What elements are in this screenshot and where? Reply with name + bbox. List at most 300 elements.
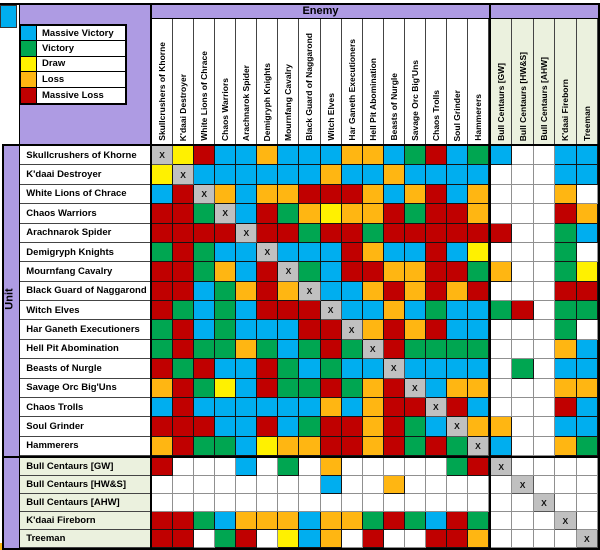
result-cell[interactable] — [426, 282, 447, 301]
result-cell[interactable] — [215, 146, 236, 165]
result-cell[interactable] — [257, 262, 278, 281]
result-cell[interactable] — [173, 146, 194, 165]
result-cell[interactable] — [534, 512, 555, 530]
result-cell[interactable] — [152, 458, 173, 476]
result-cell[interactable] — [236, 476, 257, 494]
result-cell[interactable] — [426, 204, 447, 223]
result-cell[interactable] — [405, 417, 426, 436]
result-cell[interactable] — [342, 512, 363, 530]
diagonal-cell[interactable]: X — [405, 379, 426, 398]
result-cell[interactable] — [321, 146, 342, 165]
result-cell[interactable] — [194, 417, 215, 436]
result-cell[interactable] — [491, 437, 512, 456]
result-cell[interactable] — [278, 282, 299, 301]
diagonal-cell[interactable]: X — [215, 204, 236, 223]
result-cell[interactable] — [405, 530, 426, 548]
result-cell[interactable] — [491, 224, 512, 243]
result-cell[interactable] — [534, 165, 555, 184]
result-cell[interactable] — [534, 437, 555, 456]
column-header[interactable] — [577, 19, 598, 144]
result-cell[interactable] — [215, 437, 236, 456]
result-cell[interactable] — [384, 512, 405, 530]
column-header[interactable] — [534, 19, 555, 144]
result-cell[interactable] — [257, 494, 278, 512]
column-header[interactable] — [447, 19, 468, 144]
result-cell[interactable] — [215, 262, 236, 281]
result-cell[interactable] — [534, 224, 555, 243]
result-cell[interactable] — [363, 262, 384, 281]
result-cell[interactable] — [405, 437, 426, 456]
result-cell[interactable] — [405, 301, 426, 320]
result-cell[interactable] — [534, 530, 555, 548]
result-cell[interactable] — [321, 224, 342, 243]
result-cell[interactable] — [491, 398, 512, 417]
result-cell[interactable] — [555, 204, 576, 223]
result-cell[interactable] — [577, 165, 598, 184]
result-cell[interactable] — [173, 458, 194, 476]
result-cell[interactable] — [173, 262, 194, 281]
column-header[interactable] — [257, 19, 278, 144]
result-cell[interactable] — [468, 340, 489, 359]
result-cell[interactable] — [152, 530, 173, 548]
result-cell[interactable] — [152, 340, 173, 359]
result-cell[interactable] — [173, 379, 194, 398]
result-cell[interactable] — [512, 437, 533, 456]
result-cell[interactable] — [468, 262, 489, 281]
row-label[interactable]: Hammerers — [20, 437, 150, 456]
result-cell[interactable] — [447, 359, 468, 378]
result-cell[interactable] — [555, 282, 576, 301]
diagonal-cell[interactable]: X — [555, 512, 576, 530]
result-cell[interactable] — [512, 359, 533, 378]
diagonal-cell[interactable]: X — [152, 146, 173, 165]
result-cell[interactable] — [299, 185, 320, 204]
result-cell[interactable] — [152, 224, 173, 243]
result-cell[interactable] — [447, 243, 468, 262]
row-label[interactable]: K'daai Destroyer — [20, 165, 150, 184]
result-cell[interactable] — [236, 340, 257, 359]
result-cell[interactable] — [577, 458, 598, 476]
result-cell[interactable] — [363, 359, 384, 378]
diagonal-cell[interactable]: X — [384, 359, 405, 378]
result-cell[interactable] — [426, 359, 447, 378]
result-cell[interactable] — [426, 458, 447, 476]
result-cell[interactable] — [215, 476, 236, 494]
row-label[interactable]: Bull Centaurs [AHW] — [20, 494, 150, 512]
result-cell[interactable] — [236, 494, 257, 512]
result-cell[interactable] — [321, 262, 342, 281]
result-cell[interactable] — [236, 417, 257, 436]
result-cell[interactable] — [215, 530, 236, 548]
diagonal-cell[interactable]: X — [577, 530, 598, 548]
result-cell[interactable] — [299, 476, 320, 494]
result-cell[interactable] — [152, 437, 173, 456]
result-cell[interactable] — [278, 185, 299, 204]
result-cell[interactable] — [299, 417, 320, 436]
result-cell[interactable] — [468, 301, 489, 320]
result-cell[interactable] — [426, 417, 447, 436]
result-cell[interactable] — [512, 165, 533, 184]
result-cell[interactable] — [299, 224, 320, 243]
result-cell[interactable] — [447, 320, 468, 339]
result-cell[interactable] — [555, 146, 576, 165]
diagonal-cell[interactable]: X — [491, 458, 512, 476]
result-cell[interactable] — [257, 165, 278, 184]
result-cell[interactable] — [299, 512, 320, 530]
result-cell[interactable] — [278, 224, 299, 243]
result-cell[interactable] — [321, 530, 342, 548]
result-cell[interactable] — [321, 359, 342, 378]
result-cell[interactable] — [278, 512, 299, 530]
result-cell[interactable] — [512, 458, 533, 476]
result-cell[interactable] — [534, 262, 555, 281]
result-cell[interactable] — [491, 262, 512, 281]
result-cell[interactable] — [512, 530, 533, 548]
result-cell[interactable] — [555, 185, 576, 204]
result-cell[interactable] — [577, 204, 598, 223]
result-cell[interactable] — [299, 340, 320, 359]
result-cell[interactable] — [405, 320, 426, 339]
result-cell[interactable] — [491, 301, 512, 320]
result-cell[interactable] — [152, 494, 173, 512]
result-cell[interactable] — [363, 282, 384, 301]
result-cell[interactable] — [173, 530, 194, 548]
result-cell[interactable] — [194, 530, 215, 548]
result-cell[interactable] — [173, 494, 194, 512]
result-cell[interactable] — [577, 340, 598, 359]
result-cell[interactable] — [152, 476, 173, 494]
result-cell[interactable] — [447, 185, 468, 204]
result-cell[interactable] — [405, 282, 426, 301]
result-cell[interactable] — [342, 224, 363, 243]
result-cell[interactable] — [512, 379, 533, 398]
result-cell[interactable] — [491, 340, 512, 359]
result-cell[interactable] — [299, 262, 320, 281]
column-header[interactable] — [555, 19, 576, 144]
result-cell[interactable] — [278, 146, 299, 165]
result-cell[interactable] — [447, 530, 468, 548]
result-cell[interactable] — [257, 512, 278, 530]
result-cell[interactable] — [491, 204, 512, 223]
result-cell[interactable] — [468, 282, 489, 301]
row-label[interactable]: Har Ganeth Executioners — [20, 320, 150, 339]
result-cell[interactable] — [342, 146, 363, 165]
result-cell[interactable] — [278, 204, 299, 223]
result-cell[interactable] — [173, 185, 194, 204]
result-cell[interactable] — [491, 165, 512, 184]
result-cell[interactable] — [194, 340, 215, 359]
result-cell[interactable] — [426, 243, 447, 262]
result-cell[interactable] — [363, 165, 384, 184]
result-cell[interactable] — [447, 476, 468, 494]
result-cell[interactable] — [152, 243, 173, 262]
result-cell[interactable] — [491, 185, 512, 204]
result-cell[interactable] — [426, 301, 447, 320]
result-cell[interactable] — [194, 494, 215, 512]
result-cell[interactable] — [447, 301, 468, 320]
result-cell[interactable] — [384, 458, 405, 476]
result-cell[interactable] — [534, 243, 555, 262]
result-cell[interactable] — [534, 417, 555, 436]
result-cell[interactable] — [342, 417, 363, 436]
result-cell[interactable] — [278, 301, 299, 320]
result-cell[interactable] — [447, 282, 468, 301]
result-cell[interactable] — [555, 320, 576, 339]
result-cell[interactable] — [405, 398, 426, 417]
result-cell[interactable] — [194, 512, 215, 530]
result-cell[interactable] — [426, 379, 447, 398]
result-cell[interactable] — [468, 243, 489, 262]
result-cell[interactable] — [299, 437, 320, 456]
result-cell[interactable] — [278, 340, 299, 359]
result-cell[interactable] — [363, 437, 384, 456]
result-cell[interactable] — [534, 146, 555, 165]
result-cell[interactable] — [512, 398, 533, 417]
result-cell[interactable] — [278, 458, 299, 476]
result-cell[interactable] — [194, 320, 215, 339]
result-cell[interactable] — [363, 458, 384, 476]
result-cell[interactable] — [468, 530, 489, 548]
row-label[interactable]: Arachnarok Spider — [20, 224, 150, 243]
result-cell[interactable] — [384, 379, 405, 398]
result-cell[interactable] — [426, 494, 447, 512]
row-label[interactable]: Black Guard of Naggarond — [20, 282, 150, 301]
result-cell[interactable] — [534, 320, 555, 339]
result-cell[interactable] — [321, 379, 342, 398]
result-cell[interactable] — [534, 398, 555, 417]
diagonal-cell[interactable]: X — [426, 398, 447, 417]
result-cell[interactable] — [278, 530, 299, 548]
result-cell[interactable] — [468, 320, 489, 339]
result-cell[interactable] — [405, 458, 426, 476]
column-header[interactable] — [173, 19, 194, 144]
result-cell[interactable] — [321, 185, 342, 204]
result-cell[interactable] — [447, 262, 468, 281]
result-cell[interactable] — [555, 262, 576, 281]
result-cell[interactable] — [512, 224, 533, 243]
result-cell[interactable] — [278, 165, 299, 184]
result-cell[interactable] — [152, 165, 173, 184]
row-label[interactable]: White Lions of Chrace — [20, 185, 150, 204]
result-cell[interactable] — [577, 476, 598, 494]
result-cell[interactable] — [405, 146, 426, 165]
result-cell[interactable] — [405, 185, 426, 204]
result-cell[interactable] — [447, 165, 468, 184]
result-cell[interactable] — [363, 379, 384, 398]
result-cell[interactable] — [577, 512, 598, 530]
result-cell[interactable] — [426, 146, 447, 165]
row-label[interactable]: Soul Grinder — [20, 417, 150, 436]
result-cell[interactable] — [447, 204, 468, 223]
result-cell[interactable] — [215, 458, 236, 476]
result-cell[interactable] — [555, 379, 576, 398]
result-cell[interactable] — [363, 494, 384, 512]
result-cell[interactable] — [321, 398, 342, 417]
result-cell[interactable] — [555, 437, 576, 456]
result-cell[interactable] — [321, 243, 342, 262]
result-cell[interactable] — [152, 282, 173, 301]
result-cell[interactable] — [299, 398, 320, 417]
result-cell[interactable] — [405, 340, 426, 359]
result-cell[interactable] — [426, 320, 447, 339]
result-cell[interactable] — [321, 512, 342, 530]
result-cell[interactable] — [194, 204, 215, 223]
result-cell[interactable] — [426, 165, 447, 184]
result-cell[interactable] — [215, 320, 236, 339]
result-cell[interactable] — [555, 340, 576, 359]
result-cell[interactable] — [278, 494, 299, 512]
result-cell[interactable] — [299, 458, 320, 476]
row-label[interactable]: Witch Elves — [20, 301, 150, 320]
result-cell[interactable] — [278, 417, 299, 436]
result-cell[interactable] — [342, 437, 363, 456]
diagonal-cell[interactable]: X — [236, 224, 257, 243]
result-cell[interactable] — [194, 359, 215, 378]
result-cell[interactable] — [215, 185, 236, 204]
result-cell[interactable] — [577, 379, 598, 398]
result-cell[interactable] — [215, 417, 236, 436]
result-cell[interactable] — [512, 262, 533, 281]
result-cell[interactable] — [447, 398, 468, 417]
diagonal-cell[interactable]: X — [468, 437, 489, 456]
result-cell[interactable] — [512, 340, 533, 359]
result-cell[interactable] — [363, 146, 384, 165]
result-cell[interactable] — [491, 282, 512, 301]
result-cell[interactable] — [577, 320, 598, 339]
result-cell[interactable] — [236, 359, 257, 378]
result-cell[interactable] — [363, 224, 384, 243]
result-cell[interactable] — [299, 320, 320, 339]
result-cell[interactable] — [173, 243, 194, 262]
result-cell[interactable] — [342, 530, 363, 548]
diagonal-cell[interactable]: X — [194, 185, 215, 204]
result-cell[interactable] — [215, 243, 236, 262]
result-cell[interactable] — [534, 185, 555, 204]
result-cell[interactable] — [426, 476, 447, 494]
result-cell[interactable] — [405, 262, 426, 281]
diagonal-cell[interactable]: X — [278, 262, 299, 281]
result-cell[interactable] — [555, 476, 576, 494]
result-cell[interactable] — [534, 359, 555, 378]
result-cell[interactable] — [152, 204, 173, 223]
result-cell[interactable] — [512, 320, 533, 339]
result-cell[interactable] — [384, 243, 405, 262]
result-cell[interactable] — [342, 494, 363, 512]
result-cell[interactable] — [384, 185, 405, 204]
result-cell[interactable] — [534, 301, 555, 320]
result-cell[interactable] — [447, 458, 468, 476]
result-cell[interactable] — [257, 437, 278, 456]
column-header[interactable] — [342, 19, 363, 144]
result-cell[interactable] — [555, 301, 576, 320]
result-cell[interactable] — [152, 398, 173, 417]
result-cell[interactable] — [555, 417, 576, 436]
diagonal-cell[interactable]: X — [534, 494, 555, 512]
result-cell[interactable] — [468, 224, 489, 243]
result-cell[interactable] — [468, 417, 489, 436]
result-cell[interactable] — [512, 185, 533, 204]
result-cell[interactable] — [236, 379, 257, 398]
column-header[interactable] — [468, 19, 489, 144]
row-label[interactable]: Skullcrushers of Khorne — [20, 146, 150, 165]
result-cell[interactable] — [468, 398, 489, 417]
diagonal-cell[interactable]: X — [321, 301, 342, 320]
result-cell[interactable] — [321, 476, 342, 494]
result-cell[interactable] — [426, 262, 447, 281]
result-cell[interactable] — [152, 512, 173, 530]
result-cell[interactable] — [512, 243, 533, 262]
result-cell[interactable] — [257, 417, 278, 436]
result-cell[interactable] — [215, 282, 236, 301]
row-label[interactable]: Bull Centaurs [HW&S] — [20, 476, 150, 494]
result-cell[interactable] — [173, 301, 194, 320]
result-cell[interactable] — [468, 379, 489, 398]
row-label[interactable]: Mournfang Cavalry — [20, 262, 150, 281]
row-label[interactable]: Hell Pit Abomination — [20, 340, 150, 359]
result-cell[interactable] — [468, 458, 489, 476]
diagonal-cell[interactable]: X — [173, 165, 194, 184]
result-cell[interactable] — [555, 398, 576, 417]
result-cell[interactable] — [577, 243, 598, 262]
result-cell[interactable] — [257, 359, 278, 378]
result-cell[interactable] — [577, 398, 598, 417]
result-cell[interactable] — [534, 282, 555, 301]
result-cell[interactable] — [577, 437, 598, 456]
result-cell[interactable] — [299, 301, 320, 320]
column-header[interactable] — [152, 19, 173, 144]
result-cell[interactable] — [363, 243, 384, 262]
result-cell[interactable] — [534, 458, 555, 476]
result-cell[interactable] — [555, 494, 576, 512]
result-cell[interactable] — [384, 301, 405, 320]
result-cell[interactable] — [215, 340, 236, 359]
result-cell[interactable] — [512, 301, 533, 320]
result-cell[interactable] — [534, 340, 555, 359]
result-cell[interactable] — [491, 494, 512, 512]
result-cell[interactable] — [215, 224, 236, 243]
result-cell[interactable] — [236, 243, 257, 262]
result-cell[interactable] — [173, 476, 194, 494]
result-cell[interactable] — [512, 494, 533, 512]
result-cell[interactable] — [257, 398, 278, 417]
result-cell[interactable] — [194, 476, 215, 494]
result-cell[interactable] — [173, 398, 194, 417]
result-cell[interactable] — [152, 359, 173, 378]
result-cell[interactable] — [555, 458, 576, 476]
result-cell[interactable] — [384, 262, 405, 281]
result-cell[interactable] — [278, 476, 299, 494]
result-cell[interactable] — [257, 301, 278, 320]
result-cell[interactable] — [405, 243, 426, 262]
result-cell[interactable] — [491, 512, 512, 530]
result-cell[interactable] — [468, 476, 489, 494]
result-cell[interactable] — [215, 165, 236, 184]
result-cell[interactable] — [299, 204, 320, 223]
row-label[interactable]: Savage Orc Big'Uns — [20, 379, 150, 398]
result-cell[interactable] — [534, 379, 555, 398]
result-cell[interactable] — [405, 512, 426, 530]
column-header[interactable] — [236, 19, 257, 144]
result-cell[interactable] — [215, 512, 236, 530]
result-cell[interactable] — [299, 359, 320, 378]
result-cell[interactable] — [491, 320, 512, 339]
diagonal-cell[interactable]: X — [299, 282, 320, 301]
result-cell[interactable] — [299, 243, 320, 262]
row-label[interactable]: Chaos Warriors — [20, 204, 150, 223]
result-cell[interactable] — [342, 359, 363, 378]
result-cell[interactable] — [257, 204, 278, 223]
result-cell[interactable] — [236, 185, 257, 204]
